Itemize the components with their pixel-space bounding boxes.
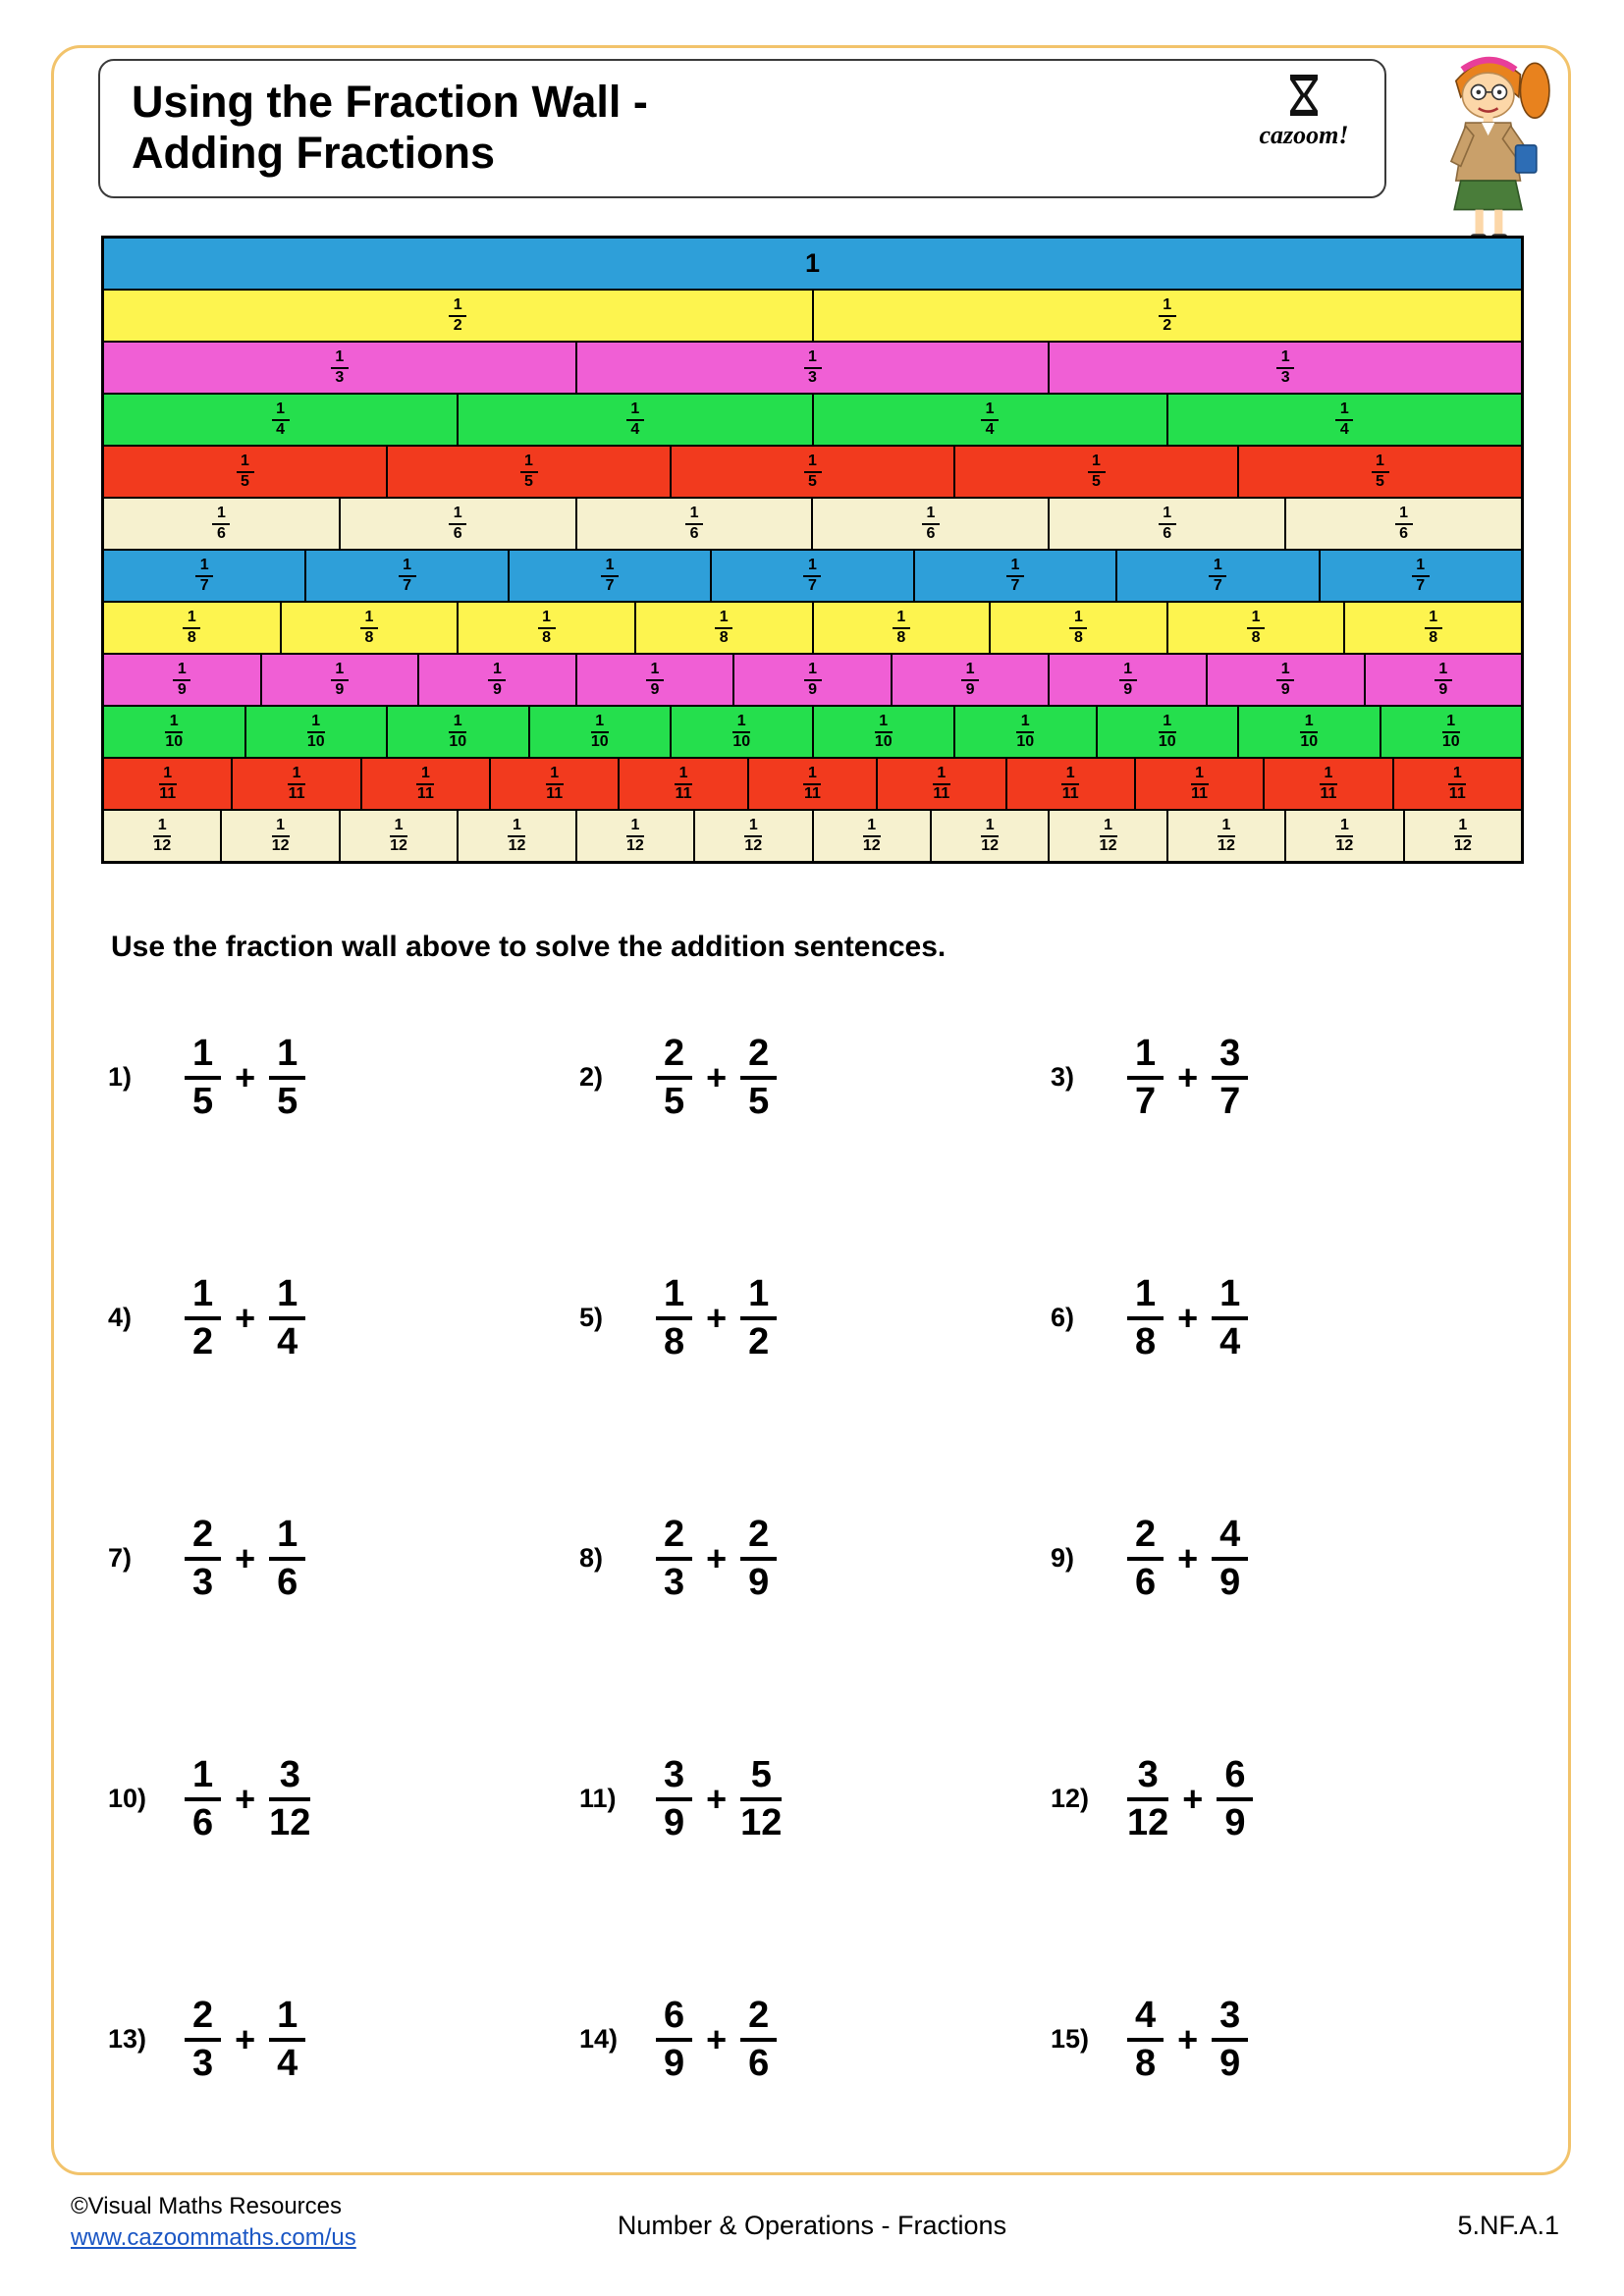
fraction-wall-cell [1049,342,1522,394]
cazoom-logo [1245,73,1363,150]
fraction-label: $\frac{1}{8}$ [183,610,200,647]
problem-item [579,1753,1051,1843]
second-fraction: $\frac{5}{12}$ [740,1753,783,1843]
plus-sign: + [706,2018,728,2059]
fraction-label: $\frac{1}{4}$ [1335,401,1353,439]
fraction-wall-cell [361,758,490,810]
fraction-label: $\frac{1}{12}$ [862,816,881,854]
fraction-wall-row [103,758,1522,810]
fraction-wall-cell [1049,810,1166,862]
fraction-label: $\frac{1}{6}$ [1395,506,1413,543]
fraction-label: $\frac{1}{6}$ [922,506,940,543]
first-fraction: 2 6 [1127,1516,1164,1602]
fraction-label: $\frac{1}{10}$ [1300,712,1319,750]
first-fraction: 2 3 [656,1516,692,1602]
fraction-wall-cell [305,550,508,602]
fraction-wall-cell [103,446,387,498]
fraction-label: $\frac{1}{9}$ [1435,662,1452,699]
fraction-wall-row [103,394,1522,446]
fraction-label: 1 [804,248,821,279]
fraction-wall-cell [954,446,1238,498]
fraction-wall-cell [576,498,813,550]
fraction-wall-cell [576,654,734,706]
fraction-label: $\frac{1}{12}$ [1453,816,1472,854]
problem-number: 11) [579,1784,617,1813]
fraction-label: $\frac{1}{12}$ [153,816,172,854]
fraction-label: $\frac{1}{12}$ [1099,816,1117,854]
problem-number: 8) [579,1543,604,1573]
fraction-wall-cell [1238,446,1522,498]
fraction-wall-row [103,550,1522,602]
fraction-label: $\frac{1}{7}$ [399,558,416,595]
fraction-wall-cell [635,602,813,654]
fraction-wall-cell [1207,654,1365,706]
fraction-label: $\frac{1}{5}$ [237,454,254,491]
fraction-wall-cell [103,394,458,446]
fraction-label: $\frac{1}{6}$ [685,506,703,543]
footer-subject: Number & Operations - Fractions [617,2211,1007,2240]
problem-item [108,1753,579,1843]
fraction-label: $\frac{1}{9}$ [1119,662,1137,699]
fraction-label: $\frac{1}{3}$ [1276,349,1294,387]
fraction-wall-cell [990,602,1167,654]
plus-sign: + [235,1056,256,1097]
first-fraction: 2 5 [656,1035,692,1121]
fraction-wall-cell [103,758,232,810]
problem-item [1051,1994,1522,2084]
website-link[interactable]: www.cazoommaths.com/us [71,2224,356,2252]
fraction-label: $\frac{1}{9}$ [646,662,664,699]
page-title-line2: Adding Fractions [132,128,495,179]
fraction-label: $\frac{1}{11}$ [675,764,692,802]
fraction-wall-cell [914,550,1116,602]
fraction-label: $\frac{1}{9}$ [488,662,506,699]
fraction-wall-cell [694,810,812,862]
problem-number: 13) [108,2024,147,2054]
fraction-label: $\frac{1}{8}$ [1069,610,1087,647]
fraction-wall-cell [813,602,991,654]
fraction-wall-cell [490,758,619,810]
fraction-label: $\frac{1}{8}$ [1425,610,1442,647]
fraction-wall-cell [954,706,1097,758]
fraction-wall-cell [877,758,1005,810]
fraction-wall-cell [576,342,1050,394]
fraction-label: $\frac{1}{11}$ [416,764,434,802]
fraction-wall-row [103,238,1522,290]
fraction-wall-cell [1006,758,1135,810]
problem-item [1051,1032,1522,1122]
fraction-wall-cell [748,758,877,810]
fraction-wall-cell [1264,758,1392,810]
second-fraction: $\frac{2}{6}$ [740,1997,777,2083]
fraction-wall-cell [931,810,1049,862]
fraction-label: $\frac{1}{12}$ [625,816,644,854]
fraction-wall-cell [1097,706,1239,758]
problem-item [579,1513,1051,1603]
fraction-wall-cell [1344,602,1522,654]
fraction-wall-cell [813,706,955,758]
fraction-wall-cell [418,654,576,706]
fraction-label: $\frac{1}{10}$ [874,712,893,750]
second-fraction: $\frac{1}{2}$ [740,1275,777,1362]
first-fraction: 2 3 [185,1997,221,2083]
first-fraction: 2 3 [185,1516,221,1602]
problem-number: 1) [108,1062,133,1092]
fraction-label: $\frac{1}{6}$ [1159,506,1176,543]
fraction-wall-cell [103,498,340,550]
problem-number: 9) [1051,1543,1075,1573]
fraction-wall-cell [1049,498,1285,550]
fraction-label: $\frac{1}{8}$ [715,610,732,647]
problem-number: 10) [108,1784,147,1813]
second-fraction: $\frac{1}{4}$ [269,1275,305,1362]
fraction-label: $\frac{1}{4}$ [981,401,999,439]
plus-sign: + [235,1778,256,1819]
first-fraction: 1 5 [185,1035,221,1121]
page-title-line1: Using the Fraction Wall - [132,77,648,127]
fraction-wall-cell [1404,810,1522,862]
fraction-wall-cell [711,550,913,602]
plus-sign: + [1177,1056,1199,1097]
problem-number: 12) [1051,1784,1090,1813]
fraction-label: $\frac{1}{11}$ [546,764,564,802]
plus-sign: + [1177,2018,1199,2059]
fraction-label: $\frac{1}{9}$ [961,662,979,699]
fraction-label: $\frac{1}{5}$ [520,454,538,491]
fraction-wall-row [103,706,1522,758]
first-fraction: 6 9 [656,1997,692,2083]
second-fraction: $\frac{3}{12}$ [269,1753,311,1843]
fraction-label: $\frac{1}{4}$ [272,401,290,439]
fraction-label: $\frac{1}{10}$ [449,712,467,750]
plus-sign: + [706,1778,728,1819]
fraction-label: $\frac{1}{12}$ [1218,816,1235,854]
fraction-wall-cell [458,394,812,446]
plus-sign: + [235,2018,256,2059]
first-fraction: 4 8 [1127,1997,1164,2083]
fraction-wall-cell [103,706,245,758]
fraction-label: $\frac{1}{11}$ [804,764,821,802]
fraction-wall-cell [340,810,458,862]
fraction-wall-cell [103,290,813,342]
second-fraction: $\frac{1}{4}$ [1212,1275,1248,1362]
fraction-wall-cell [221,810,339,862]
first-fraction: 1 7 [1127,1035,1164,1121]
fraction-label: $\frac{1}{2}$ [449,297,466,335]
fraction-wall-cell [1365,654,1523,706]
fraction-label: $\frac{1}{9}$ [331,662,349,699]
fraction-wall-cell [733,654,892,706]
fraction-label: $\frac{1}{10}$ [590,712,609,750]
fraction-wall-cell [812,498,1049,550]
fraction-wall-cell [1380,706,1523,758]
problem-number: 3) [1051,1062,1075,1092]
problem-item [108,1994,579,2084]
problems-grid [108,957,1522,2160]
problem-number: 14) [579,2024,619,2054]
fraction-wall-cell [458,810,575,862]
fraction-label: $\frac{1}{10}$ [1016,712,1035,750]
fraction-label: $\frac{1}{9}$ [1276,662,1294,699]
problem-item [1051,1513,1522,1603]
fraction-label: $\frac{1}{12}$ [1335,816,1354,854]
fraction-label: $\frac{1}{3}$ [804,349,822,387]
fraction-label: $\frac{1}{8}$ [360,610,378,647]
problem-item [579,1994,1051,2084]
fraction-label: $\frac{1}{7}$ [1209,558,1226,595]
fraction-label: $\frac{1}{10}$ [732,712,751,750]
fraction-wall-row [103,498,1522,550]
second-fraction: $\frac{6}{9}$ [1217,1756,1253,1842]
fraction-wall-cell [103,550,305,602]
fraction-label: $\frac{1}{11}$ [288,764,305,802]
fraction-wall-cell [813,394,1167,446]
fraction-wall-cell [1238,706,1380,758]
fraction-label: $\frac{1}{12}$ [744,816,763,854]
problem-item [579,1272,1051,1362]
footer-standard: 5.NF.A.1 [1457,2211,1559,2240]
instruction-text: Use the fraction wall above to solve the addition sentences. [111,931,947,963]
fraction-label: $\frac{1}{5}$ [1372,454,1389,491]
fraction-wall-row [103,446,1522,498]
fraction-wall-cell [619,758,747,810]
fraction-label: $\frac{1}{9}$ [173,662,190,699]
fraction-wall-cell [1167,394,1522,446]
fraction-wall-row [103,654,1522,706]
fraction-wall-cell [813,810,931,862]
fraction-wall-cell [671,706,813,758]
first-fraction: 3 12 [1127,1753,1169,1843]
fraction-wall-cell [671,446,954,498]
problem-item [1051,1753,1522,1843]
fraction-wall-cell [813,290,1523,342]
problem-number: 5) [579,1303,604,1332]
fraction-label: $\frac{1}{10}$ [165,712,184,750]
fraction-wall-cell [1049,654,1207,706]
fraction-wall-row [103,810,1522,862]
fraction-label: $\frac{1}{11}$ [1320,764,1337,802]
plus-sign: + [235,1537,256,1578]
fraction-label: $\frac{1}{3}$ [331,349,349,387]
fraction-wall-cell [1167,810,1285,862]
fraction-label: $\frac{1}{12}$ [390,816,407,854]
second-fraction: $\frac{1}{6}$ [269,1516,305,1602]
problem-number: 4) [108,1303,133,1332]
fraction-wall-cell [1116,550,1319,602]
first-fraction: 1 8 [1127,1275,1164,1362]
fraction-wall-cell [576,810,694,862]
cazoom-logo-text: cazoom! [1259,121,1349,149]
fraction-label: $\frac{1}{2}$ [1159,297,1176,335]
fraction-wall-cell [103,238,1522,290]
first-fraction: 1 8 [656,1275,692,1362]
fraction-label: $\frac{1}{4}$ [626,401,644,439]
plus-sign: + [1182,1778,1204,1819]
fraction-label: $\frac{1}{8}$ [538,610,556,647]
second-fraction: $\frac{1}{4}$ [269,1997,305,2083]
fraction-wall-row [103,290,1522,342]
plus-sign: + [1177,1537,1199,1578]
problem-number: 15) [1051,2024,1090,2054]
problem-number: 7) [108,1543,133,1573]
fraction-wall-cell [103,602,281,654]
problem-item [1051,1272,1522,1362]
first-fraction: 1 2 [185,1275,221,1362]
fraction-wall-cell [387,706,529,758]
fraction-wall-cell [245,706,388,758]
second-fraction: $\frac{2}{5}$ [740,1035,777,1121]
fraction-wall-row [103,602,1522,654]
fraction-wall-cell [458,602,635,654]
fraction-wall-cell [340,498,576,550]
fraction-label: $\frac{1}{10}$ [1158,712,1176,750]
fraction-wall-cell [1285,810,1403,862]
problem-number: 2) [579,1062,604,1092]
fraction-wall-cell [232,758,360,810]
second-fraction: $\frac{4}{9}$ [1212,1516,1248,1602]
fraction-wall-cell [529,706,672,758]
fraction-label: $\frac{1}{7}$ [195,558,213,595]
fraction-wall-cell [509,550,711,602]
plus-sign: + [235,1297,256,1338]
fraction-wall-row [103,342,1522,394]
title-box [98,59,1386,198]
fraction-label: $\frac{1}{6}$ [212,506,230,543]
problem-number: 6) [1051,1303,1075,1332]
plus-sign: + [706,1056,728,1097]
fraction-label: $\frac{1}{5}$ [804,454,822,491]
second-fraction: $\frac{2}{9}$ [740,1516,777,1602]
fraction-wall-cell [103,342,576,394]
fraction-wall [101,236,1524,864]
problem-item [108,1032,579,1122]
fraction-wall-cell [892,654,1050,706]
plus-sign: + [1177,1297,1199,1338]
fraction-wall-cell [387,446,671,498]
page-title [132,77,648,179]
fraction-label: $\frac{1}{11}$ [1448,764,1466,802]
fraction-wall-cell [103,810,221,862]
fraction-wall-cell [1167,602,1345,654]
fraction-label: $\frac{1}{6}$ [449,506,466,543]
fraction-label: $\frac{1}{11}$ [1191,764,1208,802]
fraction-label: $\frac{1}{8}$ [893,610,910,647]
hourglass-logo-icon [1283,73,1325,118]
fraction-label: $\frac{1}{11}$ [1061,764,1079,802]
fraction-wall-cell [1135,758,1264,810]
fraction-label: $\frac{1}{7}$ [1412,558,1430,595]
first-fraction: 1 6 [185,1756,221,1842]
first-fraction: 3 9 [656,1756,692,1842]
fraction-wall-cell [281,602,459,654]
fraction-label: $\frac{1}{12}$ [271,816,290,854]
fraction-label: $\frac{1}{12}$ [508,816,526,854]
problem-item [579,1032,1051,1122]
fraction-label: $\frac{1}{7}$ [803,558,821,595]
problem-item [108,1513,579,1603]
plus-sign: + [706,1297,728,1338]
fraction-wall-cell [261,654,419,706]
fraction-wall-cell [1393,758,1522,810]
fraction-wall-cell [103,654,261,706]
fraction-label: $\frac{1}{5}$ [1088,454,1106,491]
plus-sign: + [706,1537,728,1578]
fraction-wall-cell [1320,550,1522,602]
fraction-label: $\frac{1}{7}$ [601,558,619,595]
teacher-illustration [1406,41,1567,249]
second-fraction: $\frac{3}{7}$ [1212,1035,1248,1121]
fraction-label: $\frac{1}{12}$ [981,816,1000,854]
fraction-label: $\frac{1}{10}$ [306,712,325,750]
fraction-label: $\frac{1}{11}$ [159,764,177,802]
fraction-label: $\frac{1}{7}$ [1006,558,1024,595]
fraction-wall-cell [1285,498,1522,550]
problem-item [108,1272,579,1362]
copyright-text: ©Visual Maths Resources [71,2193,343,2219]
second-fraction: $\frac{1}{5}$ [269,1035,305,1121]
second-fraction: $\frac{3}{9}$ [1212,1997,1248,2083]
fraction-label: $\frac{1}{11}$ [933,764,950,802]
fraction-label: $\frac{1}{9}$ [804,662,822,699]
fraction-label: $\frac{1}{8}$ [1247,610,1265,647]
fraction-label: $\frac{1}{10}$ [1441,712,1460,750]
